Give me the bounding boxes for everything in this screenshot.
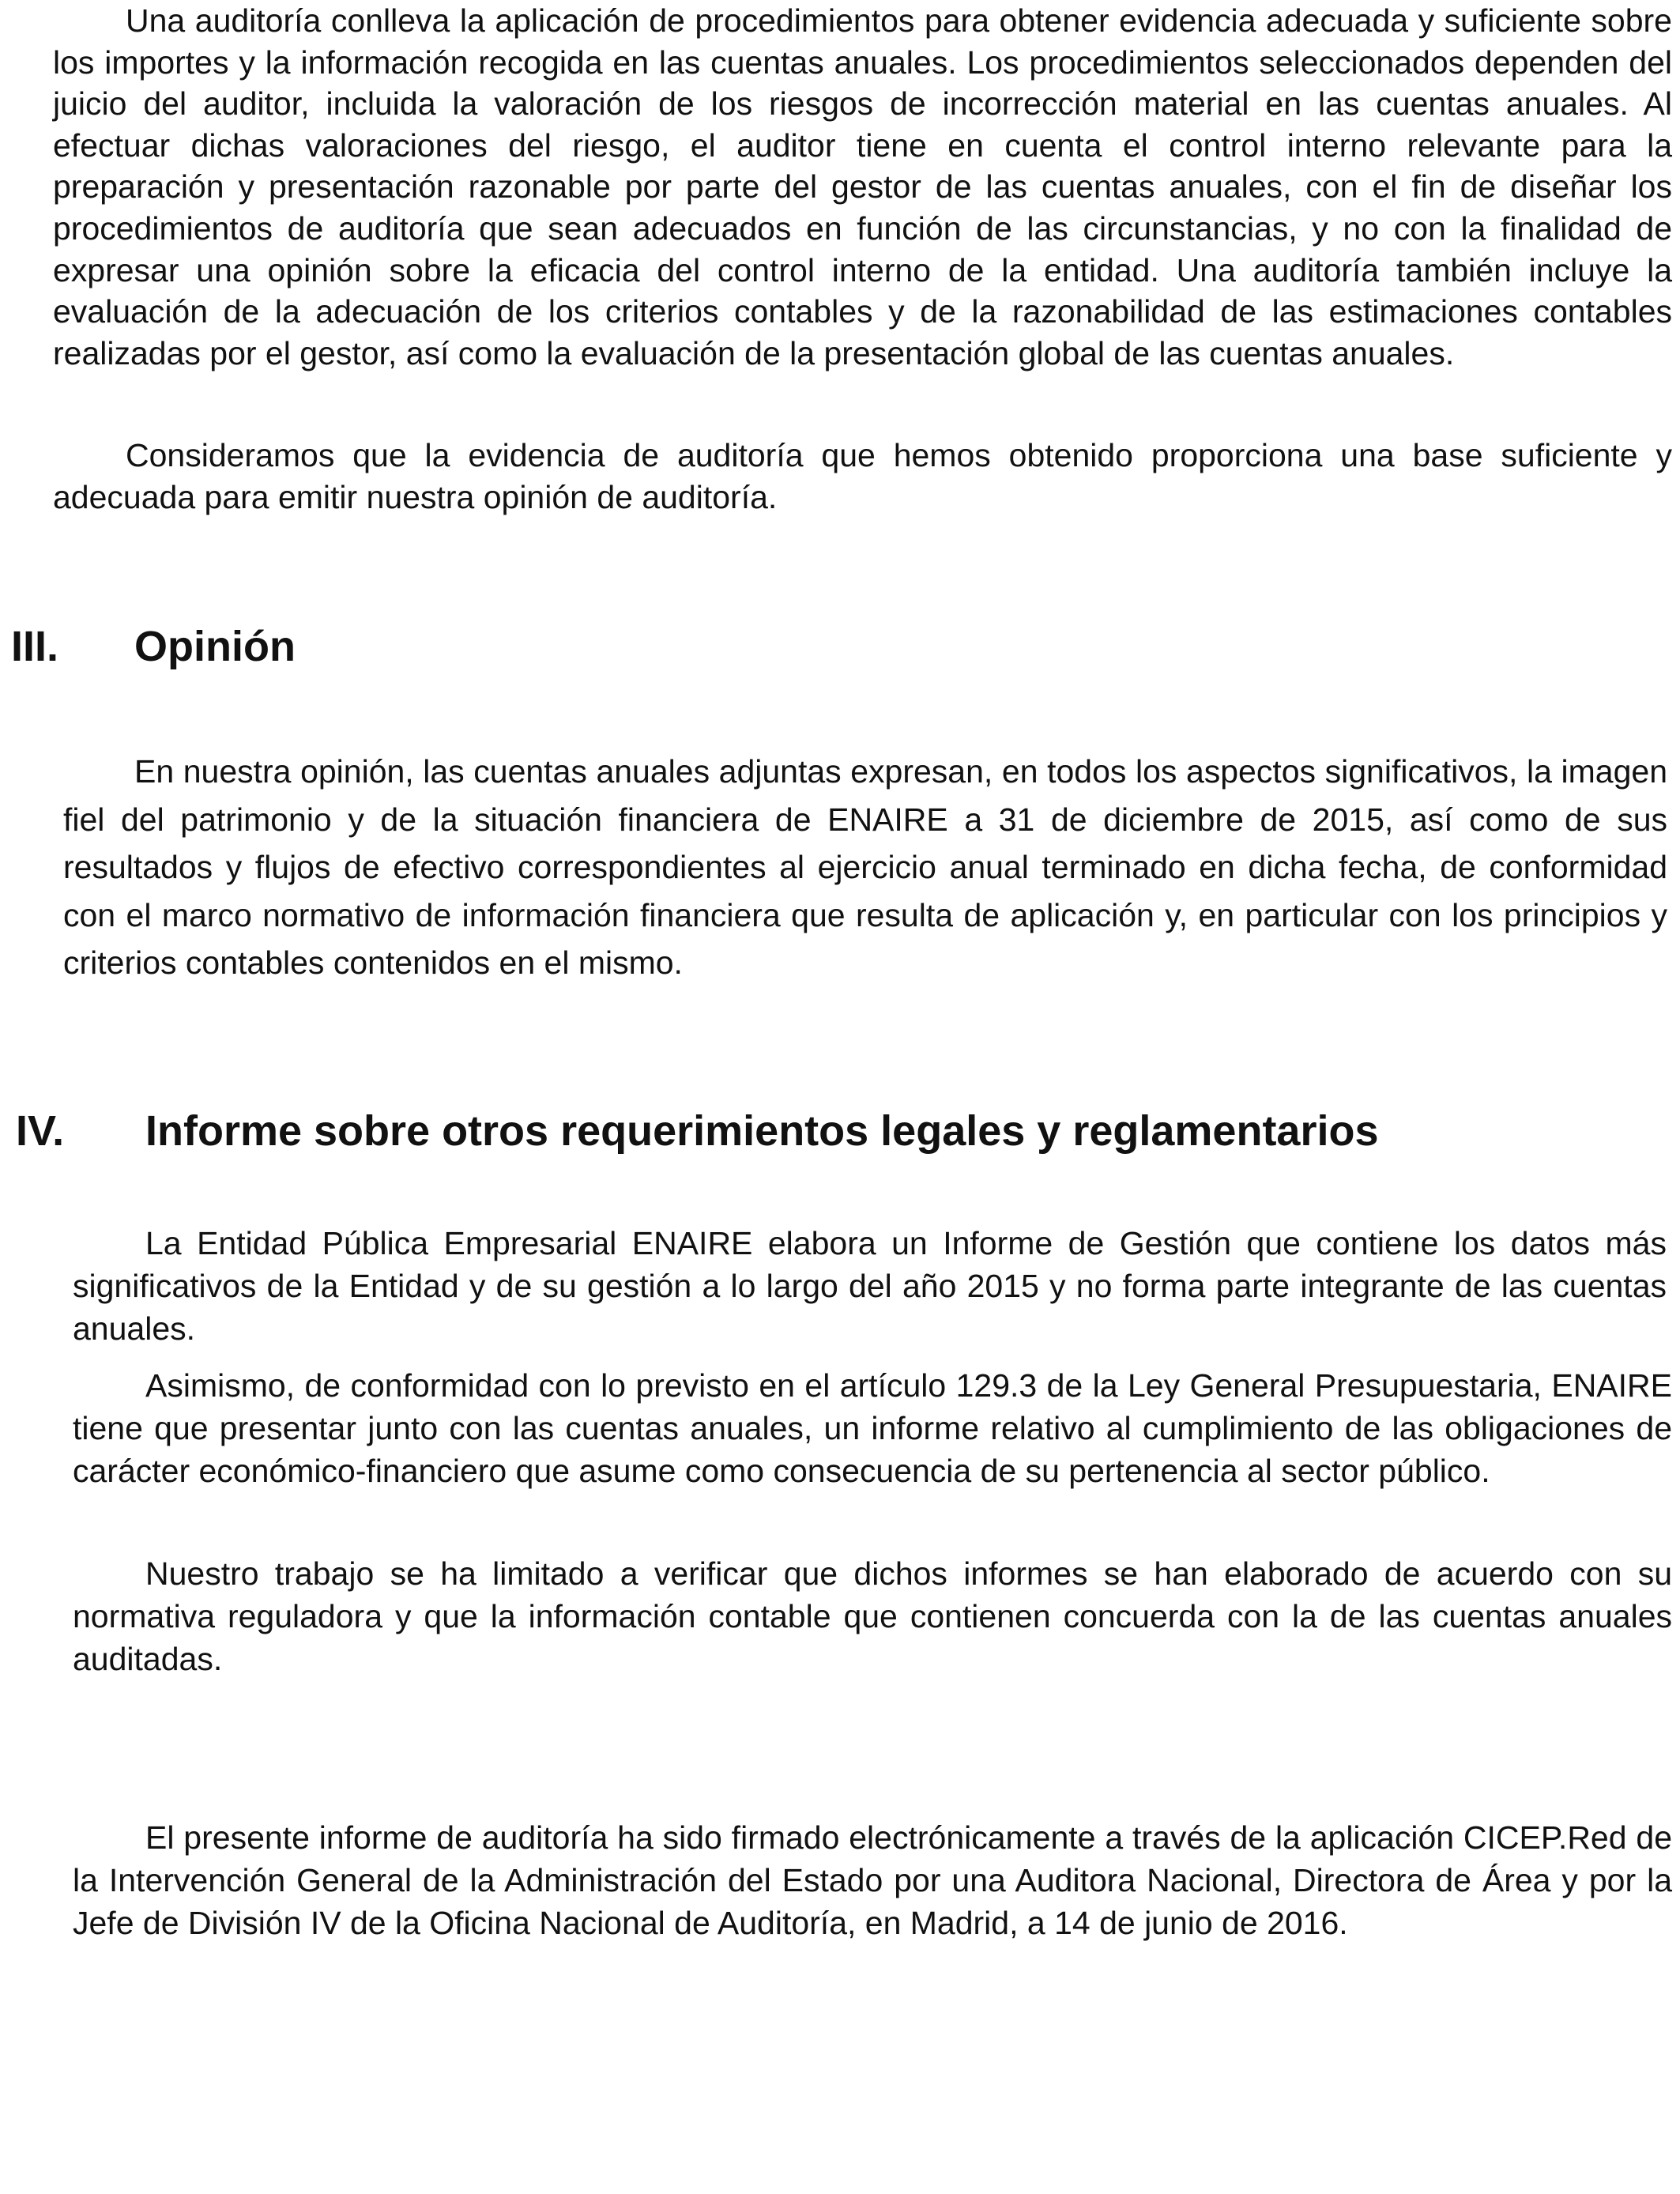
- section-number: IV.: [16, 1107, 65, 1155]
- section-heading-opinion: [11, 621, 485, 672]
- management-report-paragraph: La Entidad Pública Empresarial ENAIRE elabora un Informe de Gestión que contiene los datos más significativos de la Entidad y de su gestión a lo largo del año 2015 y no forma parte integrante de las cuentas anuales.: [73, 1225, 1667, 1347]
- section-title: Opinión: [134, 623, 296, 670]
- section-title: Informe sobre otros requerimientos legales y reglamentarios: [145, 1107, 1379, 1155]
- opinion-paragraph: En nuestra opinión, las cuentas anuales adjuntas expresan, en todos los aspectos significativos, la imagen fiel del patrimonio y de la situación financiera de ENAIRE a 31 de diciembre de 2015, así como de sus resultados y flujos de efectivo correspondientes al ejercicio anual terminado en dicha fecha, de conformidad con el marco normativo de información financiera que resulta de aplicación y, en particular con los principios y criterios contables contenidos en el mismo.: [63, 753, 1667, 982]
- section-heading-legal-requirements: [16, 1106, 1517, 1156]
- section-number: III.: [11, 623, 59, 670]
- verification-scope-paragraph: Nuestro trabajo se ha limitado a verificar que dichos informes se han elaborado de acuerdo con su normativa reguladora y que la información contable que contienen concuerda con la de las cuentas anuales auditadas.: [73, 1555, 1672, 1677]
- audit-procedures-paragraph: Una auditoría conlleva la aplicación de procedimientos para obtener evidencia adecuada y suficiente sobre los importes y la información recogida en las cuentas anuales. Los procedimientos seleccionados dependen del juicio del auditor, incluida la valoración de los riesgos de incorrección material en las cuentas anuales. Al efectuar dichas valoraciones del riesgo, el auditor tiene en cuenta el control interno relevante para la preparación y presentación razonable por parte del gestor de las cuentas anuales, con el fin de diseñar los procedimientos de auditoría que sean adecuados en función de las circunstancias, y no con la finalidad de expresar una opinión sobre la eficacia del control interno de la entidad. Una auditoría también incluye la evaluación de la adecuación de los criterios contables y de la razonabilidad de las estimaciones contables realizadas por el gestor, así como la evaluación de la presentación global de las cuentas anuales.: [53, 2, 1672, 371]
- audit-evidence-paragraph: Consideramos que la evidencia de auditoría que hemos obtenido proporciona una base suficiente y adecuada para emitir nuestra opinión de auditoría.: [53, 437, 1672, 515]
- signature-statement-paragraph: El presente informe de auditoría ha sido firmado electrónicamente a través de la aplicación CICEP.Red de la Intervención General de la Administración del Estado por una Auditora Nacional, Directora de Área y por la Jefe de División IV de la Oficina Nacional de Auditoría, en Madrid, a 14 de junio de 2016.: [73, 1819, 1672, 1941]
- budget-law-paragraph: Asimismo, de conformidad con lo previsto en el artículo 129.3 de la Ley General Presupuestaria, ENAIRE tiene que presentar junto con las cuentas anuales, un informe relativo al cumplimiento de las obligaciones de carácter económico-financiero que asume como consecuencia de su pertenencia al sector público.: [73, 1367, 1672, 1489]
